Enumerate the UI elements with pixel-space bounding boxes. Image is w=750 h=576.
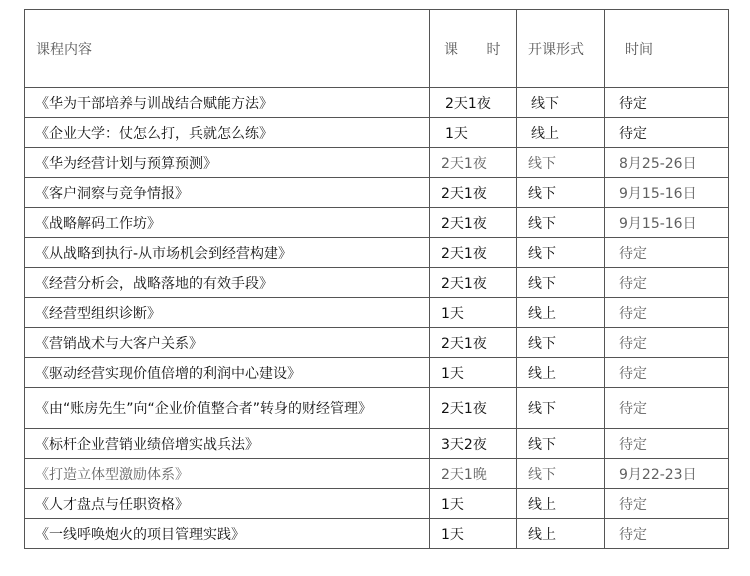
- course-name: 《经营分析会，战略落地的有效手段》: [25, 268, 430, 298]
- course-format: 线下: [517, 268, 605, 298]
- table-row: [25, 238, 729, 268]
- course-time: 待定: [605, 238, 729, 268]
- table-header-row: [25, 10, 729, 88]
- course-format: 线下: [517, 238, 605, 268]
- course-duration: 1天: [430, 118, 517, 148]
- course-name: 《华为经营计划与预算预测》: [25, 148, 430, 178]
- course-time: 待定: [605, 268, 729, 298]
- course-name: 《营销战术与大客户关系》: [25, 328, 430, 358]
- table-row: [25, 268, 729, 298]
- table-row: [25, 298, 729, 328]
- course-name: 《从战略到执行-从市场机会到经营构建》: [25, 238, 430, 268]
- course-duration: 2天1夜: [430, 178, 517, 208]
- course-duration: 1天: [430, 519, 517, 549]
- course-time: 待定: [605, 429, 729, 459]
- course-name: 《标杆企业营销业绩倍增实战兵法》: [25, 429, 430, 459]
- course-duration: 2天1夜: [430, 238, 517, 268]
- course-format: 线下: [517, 328, 605, 358]
- course-format: 线下: [517, 459, 605, 489]
- course-duration: 1天: [430, 358, 517, 388]
- table-row: [25, 148, 729, 178]
- course-format: 线上: [517, 298, 605, 328]
- course-name: 《经营型组织诊断》: [25, 298, 430, 328]
- course-time: 待定: [605, 489, 729, 519]
- course-time: 待定: [605, 519, 729, 549]
- course-name: 《由“账房先生”向“企业价值整合者”转身的财经管理》: [25, 388, 430, 429]
- course-time: 待定: [605, 358, 729, 388]
- table-row: [25, 388, 729, 429]
- course-name: 《华为干部培养与训战结合赋能方法》: [25, 88, 430, 118]
- header-format: 开课形式: [517, 10, 605, 88]
- course-duration: 1天: [430, 489, 517, 519]
- table-row: [25, 328, 729, 358]
- course-time: 待定: [605, 328, 729, 358]
- header-course-content: 课程内容: [25, 10, 430, 88]
- course-format: 线上: [517, 489, 605, 519]
- course-format: 线下: [517, 88, 605, 118]
- course-format: 线下: [517, 208, 605, 238]
- course-time: 待定: [605, 88, 729, 118]
- course-name: 《打造立体型激励体系》: [25, 459, 430, 489]
- course-name: 《企业大学：仗怎么打，兵就怎么练》: [25, 118, 430, 148]
- course-format: 线下: [517, 148, 605, 178]
- table-row: [25, 429, 729, 459]
- header-time: 时间: [605, 10, 729, 88]
- table-row: [25, 459, 729, 489]
- course-name: 《人才盘点与任职资格》: [25, 489, 430, 519]
- course-time: 待定: [605, 118, 729, 148]
- course-name: 《客户洞察与竞争情报》: [25, 178, 430, 208]
- course-format: 线上: [517, 358, 605, 388]
- course-format: 线下: [517, 388, 605, 429]
- course-format: 线上: [517, 118, 605, 148]
- course-duration: 2天1夜: [430, 208, 517, 238]
- course-time: 待定: [605, 388, 729, 429]
- course-duration: 2天1夜: [430, 268, 517, 298]
- table-row: [25, 178, 729, 208]
- course-format: 线下: [517, 178, 605, 208]
- table-row: [25, 118, 729, 148]
- header-duration: 课 时: [430, 10, 517, 88]
- course-duration: 2天1夜: [430, 328, 517, 358]
- course-time: 9月22-23日: [605, 459, 729, 489]
- course-duration: 2天1夜: [430, 388, 517, 429]
- course-time: 9月15-16日: [605, 208, 729, 238]
- course-duration: 2天1夜: [430, 88, 517, 118]
- course-time: 8月25-26日: [605, 148, 729, 178]
- course-name: 《驱动经营实现价值倍增的利润中心建设》: [25, 358, 430, 388]
- course-time: 待定: [605, 298, 729, 328]
- table-row: [25, 519, 729, 549]
- course-name: 《战略解码工作坊》: [25, 208, 430, 238]
- course-format: 线上: [517, 519, 605, 549]
- course-duration: 2天1晚: [430, 459, 517, 489]
- table-row: [25, 88, 729, 118]
- table-row: [25, 358, 729, 388]
- course-format: 线下: [517, 429, 605, 459]
- course-name: 《一线呼唤炮火的项目管理实践》: [25, 519, 430, 549]
- table-row: [25, 208, 729, 238]
- course-duration: 1天: [430, 298, 517, 328]
- course-schedule-table: [24, 9, 729, 549]
- course-duration: 3天2夜: [430, 429, 517, 459]
- course-time: 9月15-16日: [605, 178, 729, 208]
- course-duration: 2天1夜: [430, 148, 517, 178]
- table-row: [25, 489, 729, 519]
